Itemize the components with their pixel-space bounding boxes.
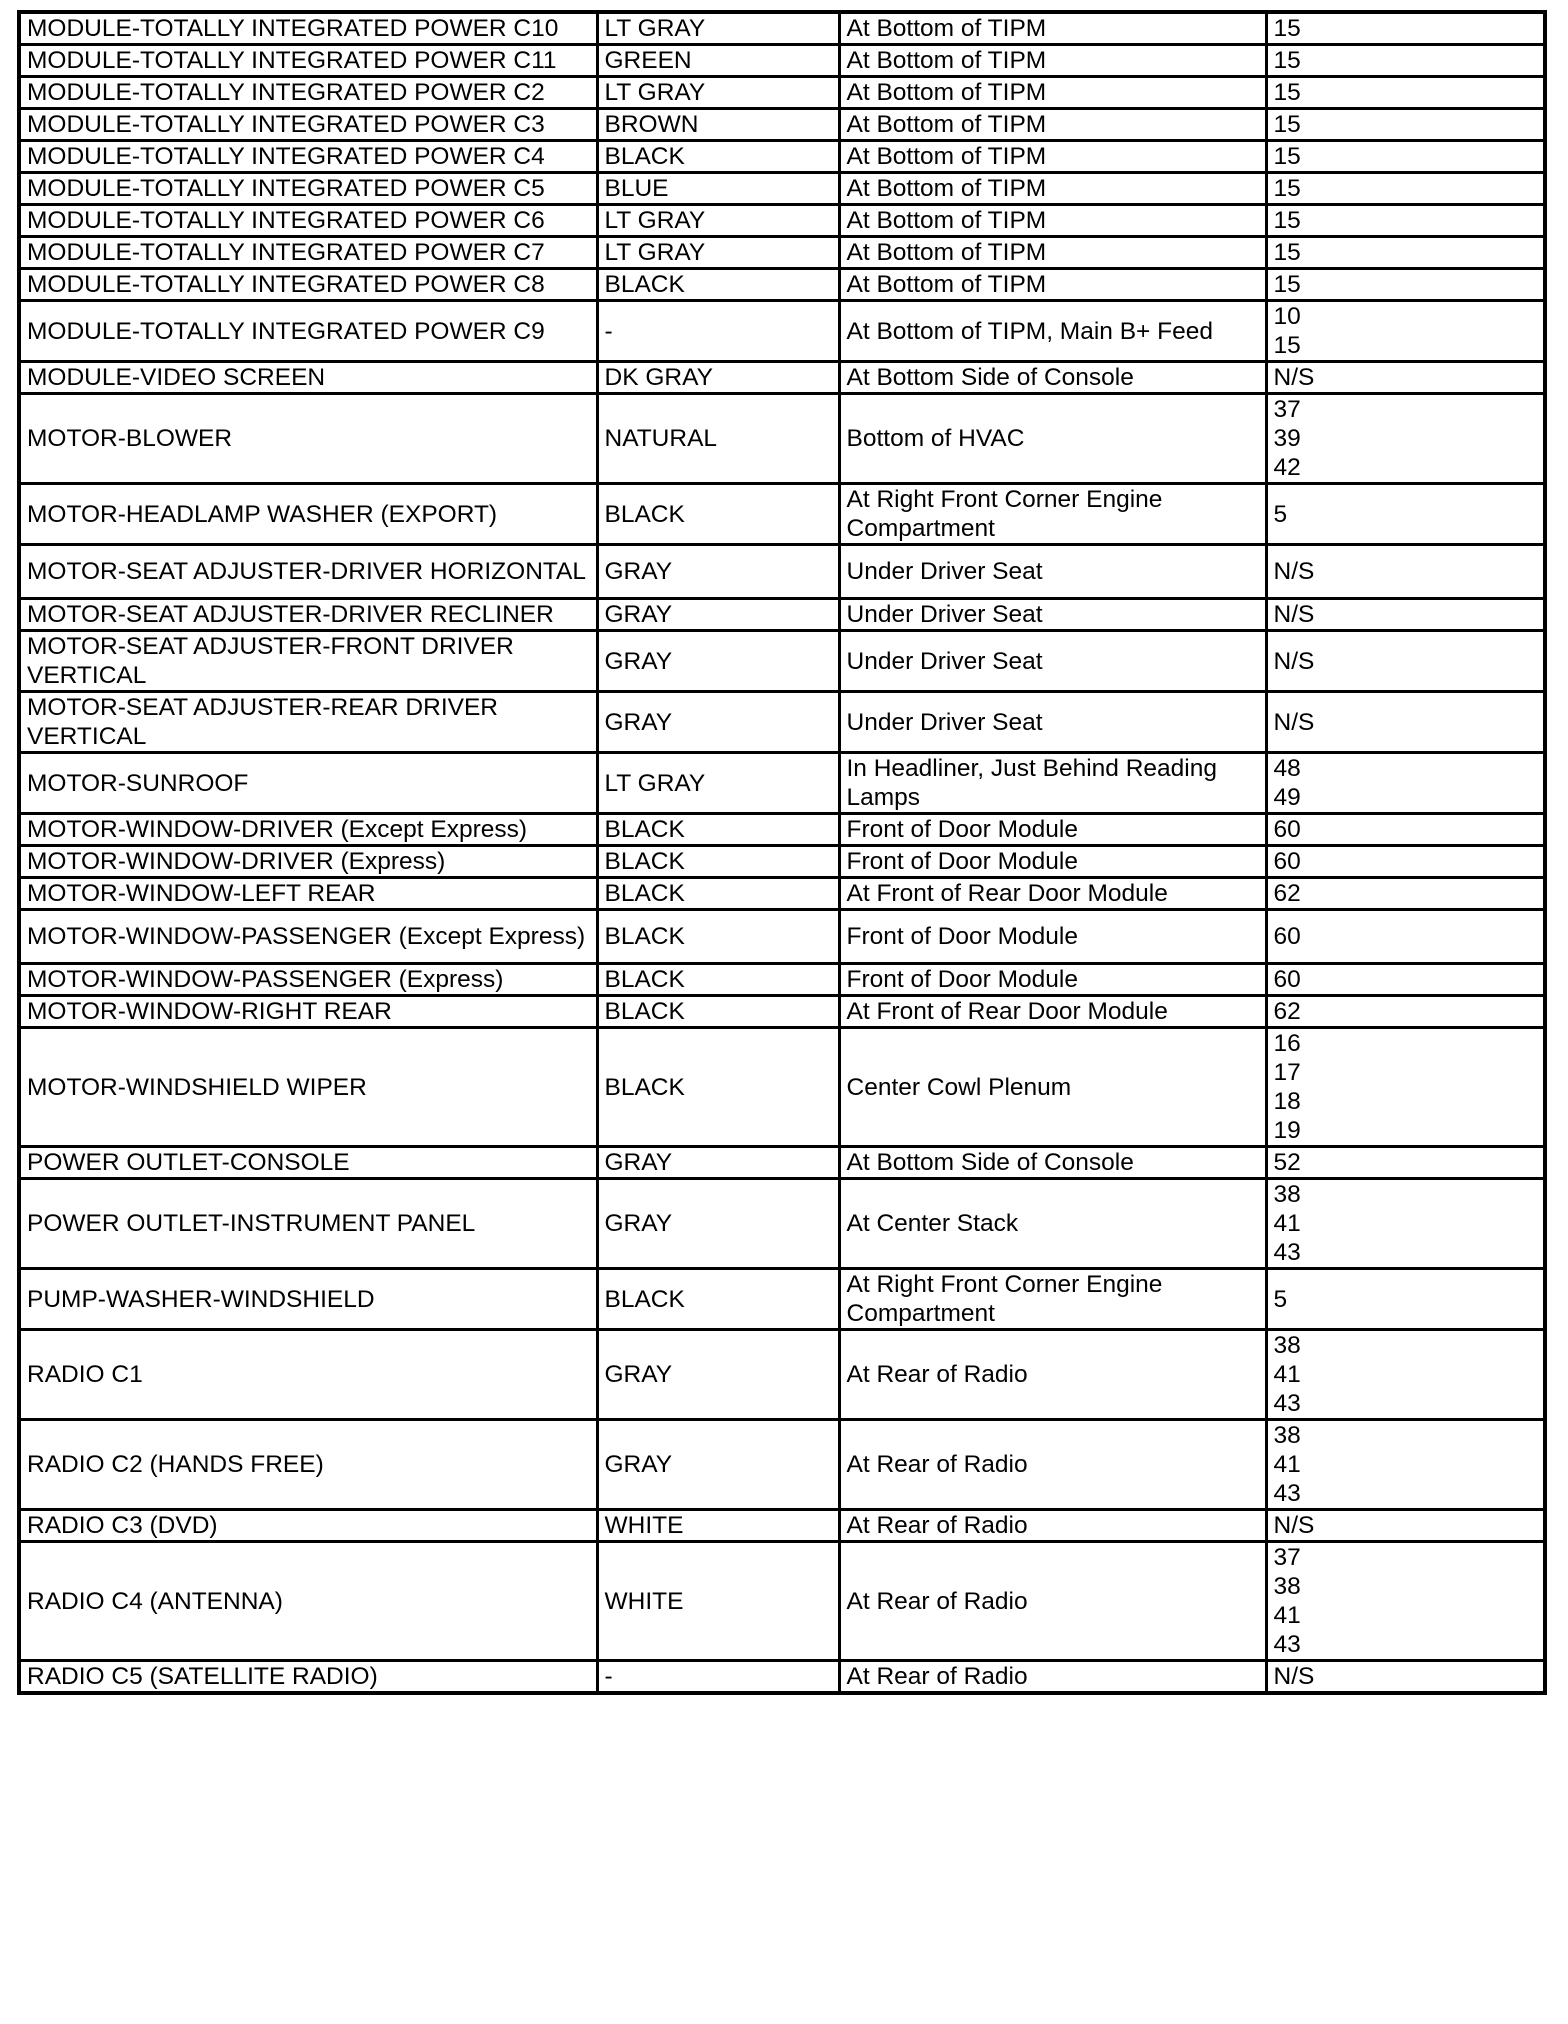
connector-color-cell: GRAY bbox=[597, 1147, 839, 1179]
table-row bbox=[19, 631, 1545, 692]
connector-location-cell: At Right Front Corner Engine Compartment bbox=[839, 484, 1266, 545]
figure-numbers-cell bbox=[1266, 45, 1545, 77]
figure-number: 38 bbox=[1273, 1422, 1301, 1449]
figure-numbers-cell bbox=[1266, 910, 1545, 964]
connector-location-cell: At Front of Rear Door Module bbox=[839, 996, 1266, 1028]
table-row bbox=[19, 1330, 1545, 1420]
connector-name-cell: MOTOR-BLOWER bbox=[19, 394, 597, 484]
connector-name-cell: RADIO C2 (HANDS FREE) bbox=[19, 1420, 597, 1510]
connector-color-cell: BLACK bbox=[597, 484, 839, 545]
connector-name-cell: MODULE-TOTALLY INTEGRATED POWER C11 bbox=[19, 45, 597, 77]
figure-number: 48 bbox=[1273, 755, 1301, 782]
connector-name-cell: MOTOR-SEAT ADJUSTER-REAR DRIVER VERTICAL bbox=[19, 692, 597, 753]
figure-numbers-cell bbox=[1266, 1269, 1545, 1330]
figure-number: N/S bbox=[1273, 647, 1315, 675]
figure-numbers-cell bbox=[1266, 631, 1545, 692]
figure-number: 15 bbox=[1273, 79, 1301, 106]
connector-name-cell: RADIO C5 (SATELLITE RADIO) bbox=[19, 1661, 597, 1694]
figure-number: 41 bbox=[1273, 1361, 1301, 1388]
connector-name-cell: MOTOR-WINDSHIELD WIPER bbox=[19, 1028, 597, 1147]
table-row bbox=[19, 301, 1545, 362]
connector-location-cell: Under Driver Seat bbox=[839, 631, 1266, 692]
table-row bbox=[19, 1269, 1545, 1330]
figure-numbers-cell bbox=[1266, 753, 1545, 814]
connector-name-cell: POWER OUTLET-INSTRUMENT PANEL bbox=[19, 1179, 597, 1269]
connector-color-cell: BLACK bbox=[597, 814, 839, 846]
figure-numbers-cell bbox=[1266, 77, 1545, 109]
table-row bbox=[19, 846, 1545, 878]
figure-number: 37 bbox=[1273, 1544, 1301, 1571]
table-row bbox=[19, 996, 1545, 1028]
figure-number: 41 bbox=[1273, 1602, 1301, 1629]
figure-numbers-cell bbox=[1266, 545, 1545, 599]
figure-number: 60 bbox=[1273, 923, 1301, 950]
figure-numbers-cell bbox=[1266, 362, 1545, 394]
table-row bbox=[19, 362, 1545, 394]
figure-number: 17 bbox=[1273, 1059, 1301, 1086]
table-row bbox=[19, 910, 1545, 964]
figure-numbers-cell bbox=[1266, 1420, 1545, 1510]
table-row bbox=[19, 1661, 1545, 1694]
figure-numbers-cell bbox=[1266, 109, 1545, 141]
figure-number: N/S bbox=[1273, 1512, 1315, 1539]
connector-color-cell: BLACK bbox=[597, 910, 839, 964]
connector-color-cell: BLACK bbox=[597, 964, 839, 996]
figure-numbers-cell bbox=[1266, 141, 1545, 173]
figure-number: 15 bbox=[1273, 239, 1301, 266]
figure-numbers-cell bbox=[1266, 1179, 1545, 1269]
figure-number: 38 bbox=[1273, 1332, 1301, 1359]
figure-number: 42 bbox=[1273, 454, 1301, 481]
figure-numbers-cell bbox=[1266, 484, 1545, 545]
figure-number: 19 bbox=[1273, 1117, 1301, 1144]
figure-number: 49 bbox=[1273, 784, 1301, 811]
connector-name-cell: MOTOR-SEAT ADJUSTER-FRONT DRIVER VERTICAL bbox=[19, 631, 597, 692]
figure-numbers-cell bbox=[1266, 964, 1545, 996]
figure-numbers-cell bbox=[1266, 1661, 1545, 1694]
figure-numbers-cell bbox=[1266, 237, 1545, 269]
connector-name-cell: MOTOR-SEAT ADJUSTER-DRIVER HORIZONTAL bbox=[19, 545, 597, 599]
table-row bbox=[19, 12, 1545, 45]
figure-number: N/S bbox=[1273, 364, 1315, 391]
connector-name-cell: MOTOR-SUNROOF bbox=[19, 753, 597, 814]
connector-name-cell: RADIO C4 (ANTENNA) bbox=[19, 1542, 597, 1661]
figure-numbers-cell bbox=[1266, 599, 1545, 631]
figure-number: 60 bbox=[1273, 816, 1301, 843]
connector-color-cell: BLACK bbox=[597, 1028, 839, 1147]
connector-color-cell: LT GRAY bbox=[597, 77, 839, 109]
connector-name-cell: MOTOR-HEADLAMP WASHER (EXPORT) bbox=[19, 484, 597, 545]
connector-name-cell: MOTOR-WINDOW-PASSENGER (Express) bbox=[19, 964, 597, 996]
connector-location-table bbox=[17, 10, 1547, 1695]
table-row bbox=[19, 1510, 1545, 1542]
figure-number: 39 bbox=[1273, 425, 1301, 452]
table-row bbox=[19, 1420, 1545, 1510]
connector-color-cell: WHITE bbox=[597, 1510, 839, 1542]
figure-numbers-cell bbox=[1266, 1542, 1545, 1661]
figure-number: 60 bbox=[1273, 966, 1301, 993]
connector-location-cell: At Bottom Side of Console bbox=[839, 1147, 1266, 1179]
figure-numbers-cell bbox=[1266, 692, 1545, 753]
figure-number: 5 bbox=[1273, 1285, 1288, 1313]
figure-number: 62 bbox=[1273, 998, 1301, 1025]
connector-location-cell: Front of Door Module bbox=[839, 814, 1266, 846]
figure-numbers-cell bbox=[1266, 301, 1545, 362]
connector-name-cell: MODULE-TOTALLY INTEGRATED POWER C3 bbox=[19, 109, 597, 141]
connector-color-cell: GRAY bbox=[597, 1330, 839, 1420]
table-row bbox=[19, 1147, 1545, 1179]
connector-name-cell: RADIO C3 (DVD) bbox=[19, 1510, 597, 1542]
table-row bbox=[19, 878, 1545, 910]
connector-name-cell: MODULE-TOTALLY INTEGRATED POWER C8 bbox=[19, 269, 597, 301]
connector-location-cell: At Bottom Side of Console bbox=[839, 362, 1266, 394]
connector-color-cell: GRAY bbox=[597, 599, 839, 631]
connector-color-cell: BLACK bbox=[597, 1269, 839, 1330]
figure-number: 38 bbox=[1273, 1181, 1301, 1208]
connector-name-cell: MOTOR-SEAT ADJUSTER-DRIVER RECLINER bbox=[19, 599, 597, 631]
connector-color-cell: GRAY bbox=[597, 631, 839, 692]
connector-location-cell: At Bottom of TIPM bbox=[839, 12, 1266, 45]
connector-location-cell: At Rear of Radio bbox=[839, 1420, 1266, 1510]
figure-numbers-cell bbox=[1266, 996, 1545, 1028]
connector-name-cell: MOTOR-WINDOW-PASSENGER (Except Express) bbox=[19, 910, 597, 964]
connector-color-cell: LT GRAY bbox=[597, 12, 839, 45]
figure-number: 15 bbox=[1273, 111, 1301, 138]
connector-color-cell: DK GRAY bbox=[597, 362, 839, 394]
connector-location-cell: At Bottom of TIPM bbox=[839, 173, 1266, 205]
table-row bbox=[19, 77, 1545, 109]
connector-color-cell: GRAY bbox=[597, 692, 839, 753]
figure-number: 38 bbox=[1273, 1573, 1301, 1600]
connector-color-cell: LT GRAY bbox=[597, 237, 839, 269]
table-row bbox=[19, 1028, 1545, 1147]
table-row bbox=[19, 599, 1545, 631]
table-row bbox=[19, 141, 1545, 173]
figure-number: N/S bbox=[1273, 601, 1315, 628]
connector-location-cell: At Bottom of TIPM bbox=[839, 269, 1266, 301]
figure-numbers-cell bbox=[1266, 1510, 1545, 1542]
connector-color-cell: BROWN bbox=[597, 109, 839, 141]
figure-number: 15 bbox=[1273, 207, 1301, 234]
connector-color-cell: BLACK bbox=[597, 269, 839, 301]
figure-numbers-cell bbox=[1266, 394, 1545, 484]
table-body bbox=[19, 12, 1545, 1693]
figure-number: N/S bbox=[1273, 708, 1315, 736]
table-row bbox=[19, 1179, 1545, 1269]
connector-name-cell: MOTOR-WINDOW-LEFT REAR bbox=[19, 878, 597, 910]
figure-number: 52 bbox=[1273, 1149, 1301, 1176]
connector-name-cell: MODULE-TOTALLY INTEGRATED POWER C5 bbox=[19, 173, 597, 205]
figure-number: 16 bbox=[1273, 1030, 1301, 1057]
connector-name-cell: RADIO C1 bbox=[19, 1330, 597, 1420]
figure-numbers-cell bbox=[1266, 878, 1545, 910]
figure-number: 5 bbox=[1273, 500, 1288, 528]
connector-location-cell: Bottom of HVAC bbox=[839, 394, 1266, 484]
connector-location-cell: At Right Front Corner Engine Compartment bbox=[839, 1269, 1266, 1330]
connector-location-cell: Under Driver Seat bbox=[839, 692, 1266, 753]
connector-color-cell: NATURAL bbox=[597, 394, 839, 484]
connector-name-cell: MODULE-TOTALLY INTEGRATED POWER C10 bbox=[19, 12, 597, 45]
table-row bbox=[19, 692, 1545, 753]
connector-name-cell: MOTOR-WINDOW-DRIVER (Except Express) bbox=[19, 814, 597, 846]
connector-location-cell: At Bottom of TIPM bbox=[839, 205, 1266, 237]
connector-color-cell: WHITE bbox=[597, 1542, 839, 1661]
connector-location-cell: At Front of Rear Door Module bbox=[839, 878, 1266, 910]
connector-name-cell: MOTOR-WINDOW-DRIVER (Express) bbox=[19, 846, 597, 878]
connector-color-cell: GRAY bbox=[597, 545, 839, 599]
connector-location-cell: At Bottom of TIPM bbox=[839, 77, 1266, 109]
connector-location-cell: At Bottom of TIPM bbox=[839, 141, 1266, 173]
figure-numbers-cell bbox=[1266, 1330, 1545, 1420]
connector-name-cell: PUMP-WASHER-WINDSHIELD bbox=[19, 1269, 597, 1330]
figure-number: 15 bbox=[1273, 332, 1301, 359]
connector-color-cell: BLACK bbox=[597, 846, 839, 878]
connector-name-cell: MODULE-TOTALLY INTEGRATED POWER C2 bbox=[19, 77, 597, 109]
connector-location-cell: At Bottom of TIPM bbox=[839, 237, 1266, 269]
figure-number: N/S bbox=[1273, 558, 1315, 585]
figure-number: 10 bbox=[1273, 303, 1301, 330]
connector-name-cell: MODULE-TOTALLY INTEGRATED POWER C9 bbox=[19, 301, 597, 362]
connector-name-cell: MODULE-TOTALLY INTEGRATED POWER C7 bbox=[19, 237, 597, 269]
figure-numbers-cell bbox=[1266, 814, 1545, 846]
connector-location-cell: At Rear of Radio bbox=[839, 1330, 1266, 1420]
connector-color-cell: LT GRAY bbox=[597, 753, 839, 814]
connector-color-cell: GRAY bbox=[597, 1179, 839, 1269]
connector-color-cell: LT GRAY bbox=[597, 205, 839, 237]
table-row bbox=[19, 1542, 1545, 1661]
connector-location-cell: At Bottom of TIPM, Main B+ Feed bbox=[839, 301, 1266, 362]
connector-color-cell: BLACK bbox=[597, 878, 839, 910]
table-row bbox=[19, 484, 1545, 545]
figure-number: 18 bbox=[1273, 1088, 1301, 1115]
table-row bbox=[19, 109, 1545, 141]
figure-number: 15 bbox=[1273, 143, 1301, 170]
figure-number: 43 bbox=[1273, 1480, 1301, 1507]
connector-name-cell: MODULE-TOTALLY INTEGRATED POWER C6 bbox=[19, 205, 597, 237]
table-row bbox=[19, 753, 1545, 814]
figure-numbers-cell bbox=[1266, 1147, 1545, 1179]
table-row bbox=[19, 269, 1545, 301]
connector-location-cell: At Rear of Radio bbox=[839, 1510, 1266, 1542]
figure-number: 43 bbox=[1273, 1631, 1301, 1658]
table-row bbox=[19, 45, 1545, 77]
connector-name-cell: MODULE-VIDEO SCREEN bbox=[19, 362, 597, 394]
connector-name-cell: MODULE-TOTALLY INTEGRATED POWER C4 bbox=[19, 141, 597, 173]
connector-location-cell: Under Driver Seat bbox=[839, 545, 1266, 599]
figure-number: N/S bbox=[1273, 1663, 1315, 1690]
table-row bbox=[19, 205, 1545, 237]
figure-numbers-cell bbox=[1266, 173, 1545, 205]
figure-number: 15 bbox=[1273, 47, 1301, 74]
connector-location-cell: At Rear of Radio bbox=[839, 1542, 1266, 1661]
connector-location-cell: At Center Stack bbox=[839, 1179, 1266, 1269]
figure-numbers-cell bbox=[1266, 12, 1545, 45]
figure-numbers-cell bbox=[1266, 205, 1545, 237]
table-row bbox=[19, 964, 1545, 996]
table-row bbox=[19, 237, 1545, 269]
connector-location-cell: Front of Door Module bbox=[839, 846, 1266, 878]
figure-number: 41 bbox=[1273, 1210, 1301, 1237]
connector-location-cell: Center Cowl Plenum bbox=[839, 1028, 1266, 1147]
figure-number: 43 bbox=[1273, 1390, 1301, 1417]
connector-color-cell: - bbox=[597, 1661, 839, 1694]
table-row bbox=[19, 394, 1545, 484]
figure-numbers-cell bbox=[1266, 269, 1545, 301]
figure-number: 41 bbox=[1273, 1451, 1301, 1478]
connector-location-cell: Front of Door Module bbox=[839, 910, 1266, 964]
connector-name-cell: MOTOR-WINDOW-RIGHT REAR bbox=[19, 996, 597, 1028]
figure-numbers-cell bbox=[1266, 1028, 1545, 1147]
connector-color-cell: BLACK bbox=[597, 141, 839, 173]
table-row bbox=[19, 814, 1545, 846]
connector-color-cell: BLUE bbox=[597, 173, 839, 205]
connector-location-cell: At Bottom of TIPM bbox=[839, 45, 1266, 77]
figure-number: 15 bbox=[1273, 271, 1301, 298]
connector-color-cell: GRAY bbox=[597, 1420, 839, 1510]
connector-location-cell: At Bottom of TIPM bbox=[839, 109, 1266, 141]
connector-location-cell: At Rear of Radio bbox=[839, 1661, 1266, 1694]
connector-location-cell: Front of Door Module bbox=[839, 964, 1266, 996]
connector-color-cell: - bbox=[597, 301, 839, 362]
figure-numbers-cell bbox=[1266, 846, 1545, 878]
connector-location-cell: In Headliner, Just Behind Reading Lamps bbox=[839, 753, 1266, 814]
connector-color-cell: GREEN bbox=[597, 45, 839, 77]
figure-number: 37 bbox=[1273, 396, 1301, 423]
connector-location-cell: Under Driver Seat bbox=[839, 599, 1266, 631]
figure-number: 60 bbox=[1273, 848, 1301, 875]
table-row bbox=[19, 173, 1545, 205]
figure-number: 15 bbox=[1273, 15, 1301, 42]
connector-name-cell: POWER OUTLET-CONSOLE bbox=[19, 1147, 597, 1179]
figure-number: 15 bbox=[1273, 175, 1301, 202]
table-row bbox=[19, 545, 1545, 599]
connector-color-cell: BLACK bbox=[597, 996, 839, 1028]
figure-number: 43 bbox=[1273, 1239, 1301, 1266]
figure-number: 62 bbox=[1273, 880, 1301, 907]
